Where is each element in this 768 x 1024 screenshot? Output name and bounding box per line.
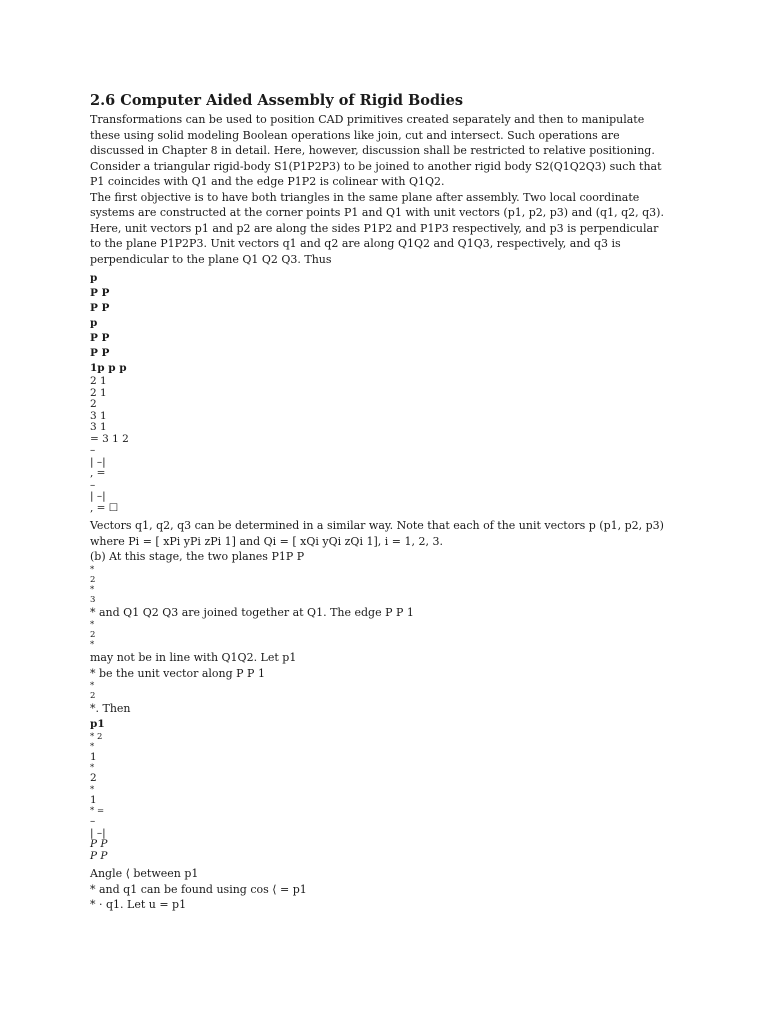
body-line: * · q1. Let u = p1 [90, 898, 187, 911]
equation-fragment: , = [90, 467, 106, 479]
equation-fragment: P P [90, 838, 108, 850]
equation-fragment: * [90, 681, 95, 691]
intro-line: Transformations can be used to position CAD primitives created separately and then to manipulate [90, 113, 645, 126]
intro-line: discussed in Chapter 8 in detail. Here, however, discussion shall be restricted to relative positioning. [90, 144, 655, 157]
equation-fragment: 1 [90, 793, 97, 806]
intro-line: these using solid modeling Boolean operations like join, cut and intersect. Such operations are [90, 128, 620, 142]
equation-fragment: | –| [90, 826, 106, 839]
equation-fragment: 3 [90, 594, 96, 605]
equation-fragment: , = ☐ [90, 501, 119, 514]
body-line: * and Q1 Q2 Q3 are joined together at Q1. The edge P P 1 [90, 605, 414, 619]
equation-fragments-2 [90, 565, 730, 863]
equation-fragment: – [90, 815, 96, 827]
equation-fragment: | –| [90, 490, 106, 502]
closing-lines [90, 866, 730, 913]
equation-fragment: 2 [90, 398, 97, 410]
equation-fragment: p1 [90, 717, 105, 730]
equation-fragment: 2 [90, 574, 96, 585]
equation-fragment: p [90, 317, 98, 329]
body-line: where Pi = [ xPi yPi zPi 1] and Qi = [ xQi yQi zQi 1], i = 1, 2, 3. [90, 534, 443, 548]
equation-fragment: * 2 [90, 731, 103, 742]
equation-fragment: – [90, 478, 96, 491]
equation-fragment: * [90, 584, 95, 595]
equation-fragment: – [90, 444, 96, 456]
body-line: (b) At this stage, the two planes P1P P [90, 550, 305, 563]
section-heading: 2.6 Computer Aided Assembly of Rigid Bodies [90, 92, 464, 109]
equation-fragment: * [90, 640, 95, 650]
equation-fragment: 2 1 [90, 386, 107, 399]
body-line: *. Then [90, 702, 131, 715]
intro-line: The first objective is to have both triangles in the same plane after assembly. Two local coordinate [90, 190, 640, 204]
document-page [90, 92, 730, 913]
equation-fragment: | –| [90, 455, 106, 468]
body-line: * be the unit vector along P P 1 [90, 666, 265, 680]
body-line: Vectors q1, q2, q3 can be determined in a similar way. Note that each of the unit vectors p (p1, p2, p3) [90, 519, 664, 532]
equation-fragment: P P [90, 302, 110, 314]
equation-fragment: P P [90, 849, 108, 862]
equation-fragment: 1 [90, 750, 97, 763]
equation-fragment: P P [90, 347, 110, 359]
equation-fragment: P P [90, 332, 110, 344]
equation-fragment: p [90, 272, 98, 284]
intro-line: systems are constructed at the corner points P1 and Q1 with unit vectors (p1, p2, p3) and (q1, q2, q3). [90, 206, 664, 219]
equation-fragment: * [90, 620, 95, 630]
equation-fragments-1 [90, 271, 730, 514]
equation-fragment: * [90, 741, 95, 752]
intro-line: perpendicular to the plane Q1 Q2 Q3. Thus [90, 252, 332, 266]
middle-paragraph [90, 518, 730, 565]
intro-line: P1 coincides with Q1 and the edge P1P2 is colinear with Q1Q2. [90, 175, 445, 188]
intro-line: to the plane P1P2P3. Unit vectors q1 and q2 are along Q1Q2 and Q1Q3, respectively, and q3 is [90, 237, 621, 250]
equation-fragment: 2 [90, 772, 97, 784]
body-line: * and q1 can be found using cos ⟨ = p1 [90, 882, 307, 896]
equation-fragment: = 3 1 2 [90, 432, 129, 445]
equation-fragment: 1p p p [90, 362, 127, 374]
equation-fragment: 2 [90, 691, 96, 701]
intro-paragraph [90, 112, 730, 267]
body-line: Angle ⟨ between p1 [90, 867, 199, 880]
equation-fragment: * [90, 784, 95, 795]
body-line: may not be in line with Q1Q2. Let p1 [90, 651, 297, 664]
equation-fragment: 2 [90, 630, 96, 640]
equation-fragment: 3 1 [90, 409, 107, 422]
equation-fragment: 3 1 [90, 421, 107, 433]
equation-fragment: * = [90, 806, 105, 816]
equation-fragment: P P [90, 287, 110, 299]
equation-fragment: * [90, 564, 95, 575]
intro-line: Consider a triangular rigid-body S1(P1P2P3) to be joined to another rigid body S2(Q1Q2Q3) such that [90, 159, 662, 173]
equation-fragment: * [90, 763, 95, 773]
intro-line: Here, unit vectors p1 and p2 are along the sides P1P2 and P1P3 respectively, and p3 is perpendicular [90, 221, 659, 235]
equation-fragment: 2 1 [90, 375, 107, 387]
